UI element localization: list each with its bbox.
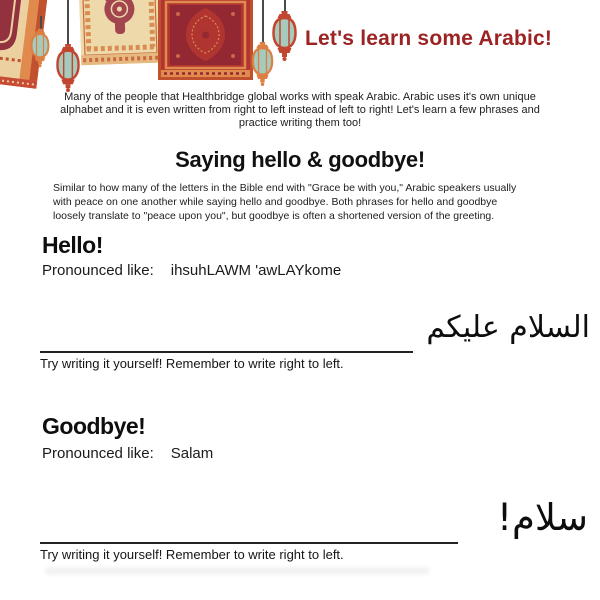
hello-heading: Hello! xyxy=(42,232,103,258)
intro-line: practice writing them too! xyxy=(238,117,362,129)
description-line: loosely translate to "peace upon you", but goodbye is often a shortened version of the greeting. xyxy=(53,210,495,222)
hello-writing-line xyxy=(40,351,413,353)
lantern-icon xyxy=(271,11,298,61)
hello-practice-caption: Try writing it yourself! Remember to write right to left. xyxy=(40,356,344,371)
goodbye-heading: Goodbye! xyxy=(42,413,146,439)
pronounced-label: Pronounced like: xyxy=(42,262,154,279)
hello-pronunciation-row xyxy=(42,262,341,279)
section-heading: Saying hello & goodbye! xyxy=(175,147,425,172)
hello-arabic-text: السلام عليكم xyxy=(426,310,590,345)
goodbye-pronunciation-row xyxy=(42,445,213,462)
lantern-string xyxy=(67,0,69,46)
intro-paragraph xyxy=(0,91,600,130)
lantern-icon xyxy=(55,44,81,92)
description-line: Similar to how many of the letters in the Bible end with "Grace be with you," Arabic speakers usually xyxy=(53,182,517,194)
faded-decoration xyxy=(45,567,430,575)
lantern-string xyxy=(262,0,264,44)
hanging-rug-icon xyxy=(158,0,253,80)
goodbye-arabic-text: سلام! xyxy=(497,496,588,539)
lantern-icon xyxy=(30,28,50,68)
description-line: with peace on one another while saying hello and goodbye. Both phrases for hello and goodbye xyxy=(53,196,498,208)
intro-line: alphabet and it is even written from right to left instead of left to right! Let's learn a few phrases and xyxy=(60,104,540,116)
goodbye-pronunciation: Salam xyxy=(170,445,214,462)
hello-pronunciation: ihsuhLAWM 'awLAYkome xyxy=(170,262,342,279)
section-description xyxy=(53,181,516,223)
page-title: Let's learn some Arabic! xyxy=(305,27,553,50)
goodbye-writing-line xyxy=(40,542,458,544)
pronounced-label: Pronounced like: xyxy=(42,445,154,462)
intro-line: Many of the people that Healthbridge global works with speak Arabic. Arabic uses it's own unique xyxy=(64,91,536,103)
goodbye-practice-caption: Try writing it yourself! Remember to write right to left. xyxy=(40,547,344,562)
hanging-rug-icon xyxy=(79,0,162,65)
